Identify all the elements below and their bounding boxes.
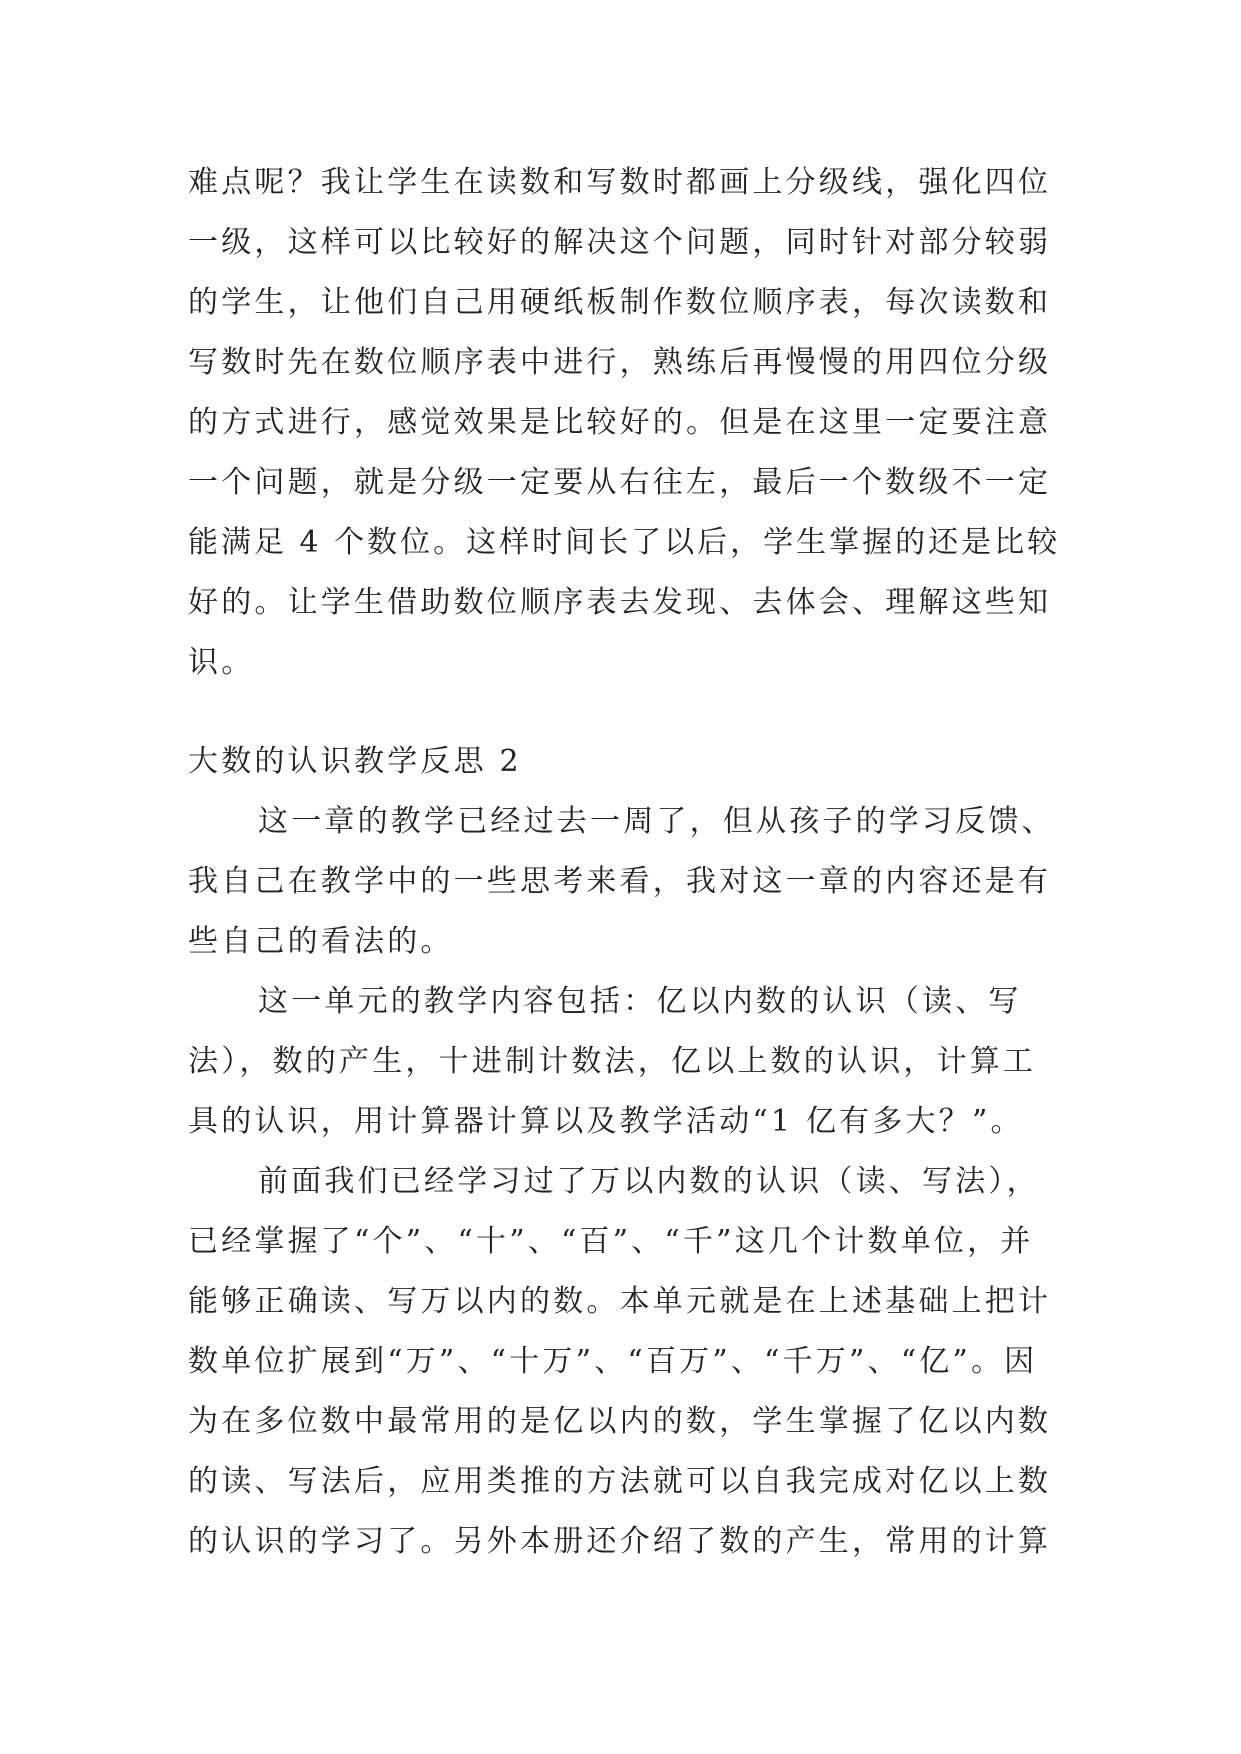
text-line: 已经掌握了“个”、“十”、“百”、“千”这几个计数单位，并 (188, 1224, 1034, 1259)
text-line: 能满足 4 个数位。这样时间长了以后，学生掌握的还是比较 (188, 525, 1061, 560)
text-line: 识。 (188, 645, 255, 680)
text-line: 一级，这样可以比较好的解决这个问题，同时针对部分较弱 (188, 225, 1052, 260)
text-line: 好的。让学生借助数位顺序表去发现、去体会、理解这些知 (188, 585, 1052, 620)
text-line: 写数时先在数位顺序表中进行，熟练后再慢慢的用四位分级 (188, 345, 1052, 380)
text-line: 前面我们已经学习过了万以内数的认识（读、写法）， (258, 1164, 1040, 1199)
text-line: 这一章的教学已经过去一周了，但从孩子的学习反馈、 (258, 804, 1055, 839)
text-line: 的读、写法后，应用类推的方法就可以自我完成对亿以上数 (188, 1464, 1052, 1499)
text-line: 我自己在教学中的一些思考来看，我对这一章的内容还是有 (188, 864, 1052, 899)
text-line: 难点呢？我让学生在读数和写数时都画上分级线，强化四位 (188, 165, 1052, 200)
text-line: 这一单元的教学内容包括：亿以内数的认识（读、写 (258, 984, 1022, 1019)
text-line: 的学生，让他们自己用硬纸板制作数位顺序表，每次读数和 (188, 285, 1052, 320)
text-line: 的方式进行，感觉效果是比较好的。但是在这里一定要注意 (188, 405, 1052, 440)
text-line: 具的认识，用计算器计算以及教学活动“1 亿有多大？”。 (188, 1104, 1024, 1139)
section-title: 大数的认识教学反思 2 (188, 744, 522, 779)
text-line: 能够正确读、写万以内的数。本单元就是在上述基础上把计 (188, 1284, 1052, 1319)
text-line: 的认识的学习了。另外本册还介绍了数的产生，常用的计算 (188, 1524, 1052, 1559)
text-line: 些自己的看法的。 (188, 924, 454, 959)
text-line: 一个问题，就是分级一定要从右往左，最后一个数级不一定 (188, 465, 1052, 500)
text-line: 为在多位数中最常用的是亿以内的数，学生掌握了亿以内数 (188, 1404, 1052, 1439)
text-line: 法），数的产生，十进制计数法，亿以上数的认识，计算工 (188, 1044, 1037, 1079)
text-line: 数单位扩展到“万”、“十万”、“百万”、“千万”、“亿”。因 (188, 1344, 1038, 1379)
